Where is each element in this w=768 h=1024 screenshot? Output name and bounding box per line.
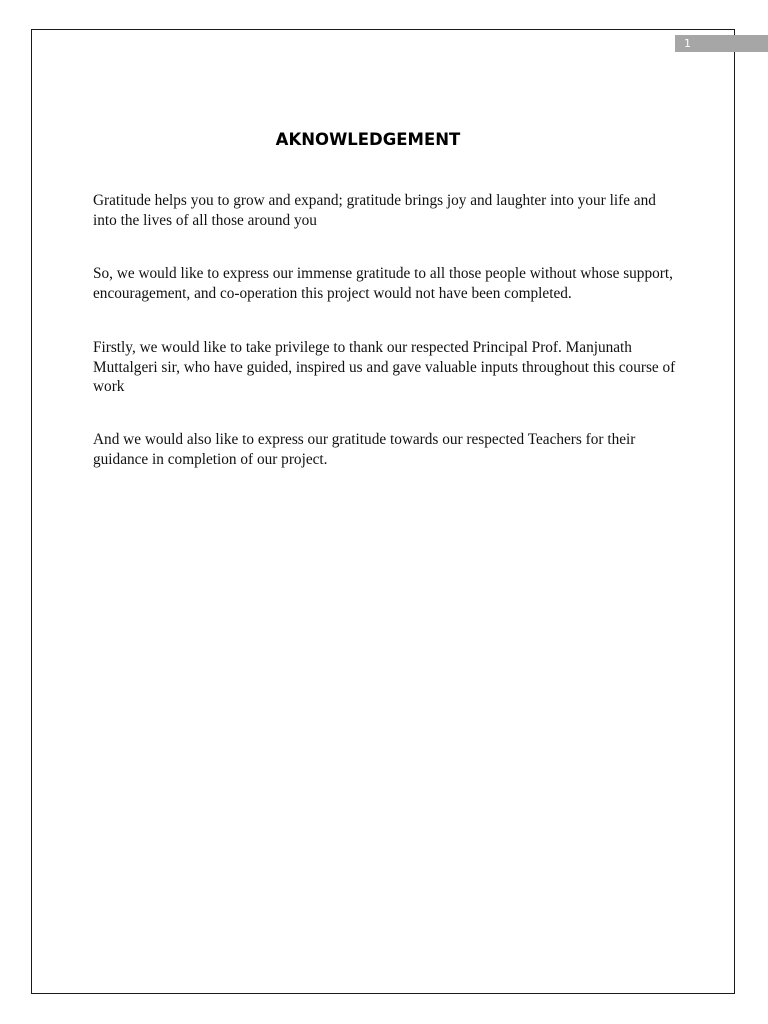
page-border (31, 29, 735, 994)
paragraph-gratitude: Gratitude helps you to grow and expand; gratitude brings joy and laughter into your life and into the lives of all those around you (93, 192, 656, 229)
page-title: AKNOWLEDGEMENT (275, 130, 461, 149)
paragraph-teachers-thanks: And we would also like to express our gratitude towards our respected Teachers for their guidance in completion of our project. (93, 431, 636, 468)
paragraph-immense-gratitude: So, we would like to express our immense gratitude to all those people without whose support, encouragement, and co-operation this project would not have been completed. (93, 265, 673, 302)
page-number: 1 (684, 37, 691, 50)
paragraph-principal-thanks: Firstly, we would like to take privilege to thank our respected Principal Prof. Manjunath Muttalgeri sir, who have guided, inspired us and gave valuable inputs throughout this course of work (93, 339, 676, 395)
